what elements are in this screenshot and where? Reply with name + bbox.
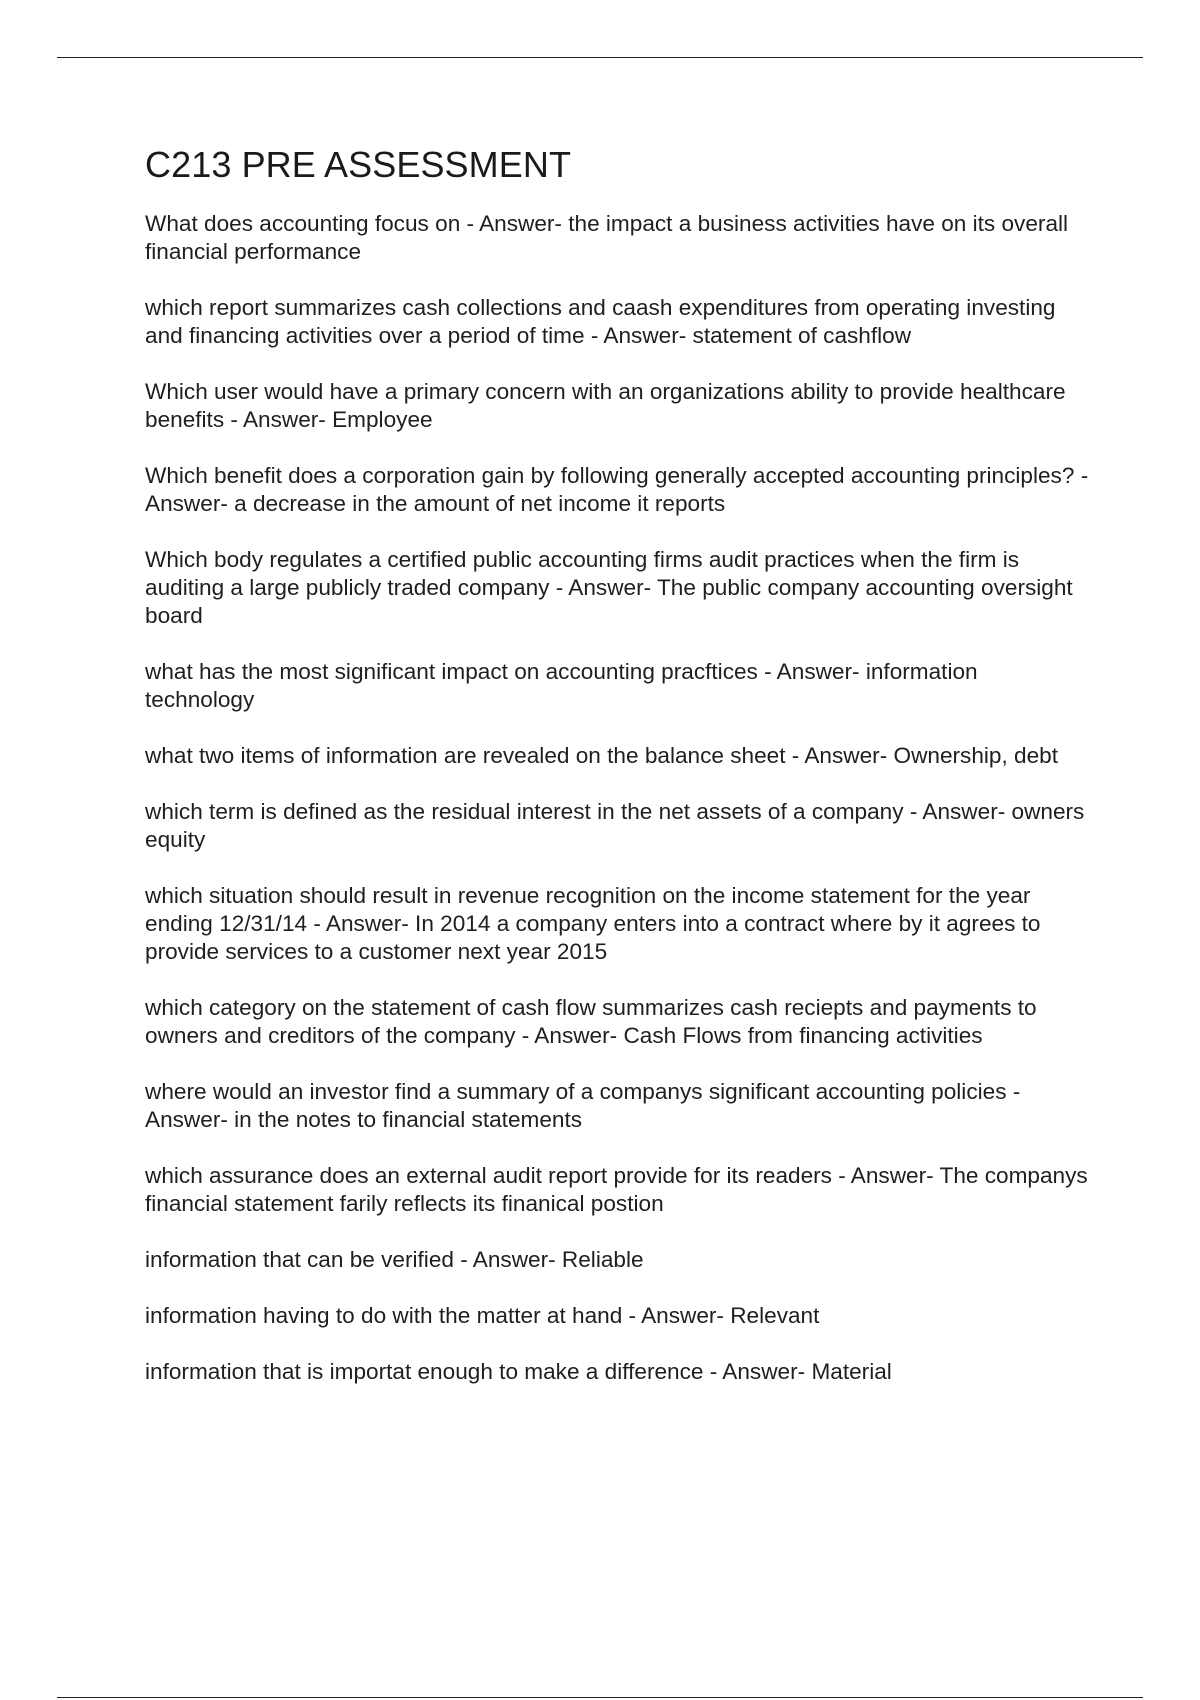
qa-item: which situation should result in revenue recognition on the income statement for the year ending 12/31/14 - Answer- In 2014 a company enters into a contract where by it agrees to provide services to a customer next year 2015 xyxy=(145,883,1041,964)
qa-item: which report summarizes cash collections and caash expenditures from operating investing and financing activities over a period of time - Answer- statement of cashflow xyxy=(145,295,1056,348)
qa-item: which assurance does an external audit report provide for its readers - Answer- The companys financial statement farily reflects its finanical postion xyxy=(145,1163,1088,1216)
page-title: C213 PRE ASSESSMENT xyxy=(145,144,572,185)
qa-item: information having to do with the matter at hand - Answer- Relevant xyxy=(145,1303,820,1328)
qa-item: what two items of information are revealed on the balance sheet - Answer- Ownership, debt xyxy=(145,743,1059,768)
qa-item: Which user would have a primary concern with an organizations ability to provide healthcare benefits - Answer- Employee xyxy=(145,379,1066,432)
qa-item: which category on the statement of cash flow summarizes cash reciepts and payments to owners and creditors of the company - Answer- Cash Flows from financing activities xyxy=(145,995,1037,1048)
qa-item: where would an investor find a summary of a companys significant accounting policies - Answer- in the notes to financial statements xyxy=(145,1079,1021,1132)
qa-item: Which body regulates a certified public accounting firms audit practices when the firm is auditing a large publicly traded company - Answer- The public company accounting oversight board xyxy=(145,547,1073,628)
qa-item: Which benefit does a corporation gain by following generally accepted accounting principles? - Answer- a decrease in the amount of net income it reports xyxy=(145,463,1089,516)
qa-item: information that can be verified - Answer- Reliable xyxy=(145,1247,644,1272)
qa-item: information that is importat enough to make a difference - Answer- Material xyxy=(145,1359,892,1384)
top-rule xyxy=(57,57,1143,58)
qa-item: What does accounting focus on - Answer- the impact a business activities have on its overall financial performance xyxy=(145,211,1069,264)
document-body xyxy=(145,143,1090,1414)
qa-item: what has the most significant impact on accounting pracftices - Answer- information technology xyxy=(145,659,978,712)
qa-item: which term is defined as the residual interest in the net assets of a company - Answer- owners equity xyxy=(145,799,1085,852)
bottom-rule xyxy=(57,1697,1143,1698)
